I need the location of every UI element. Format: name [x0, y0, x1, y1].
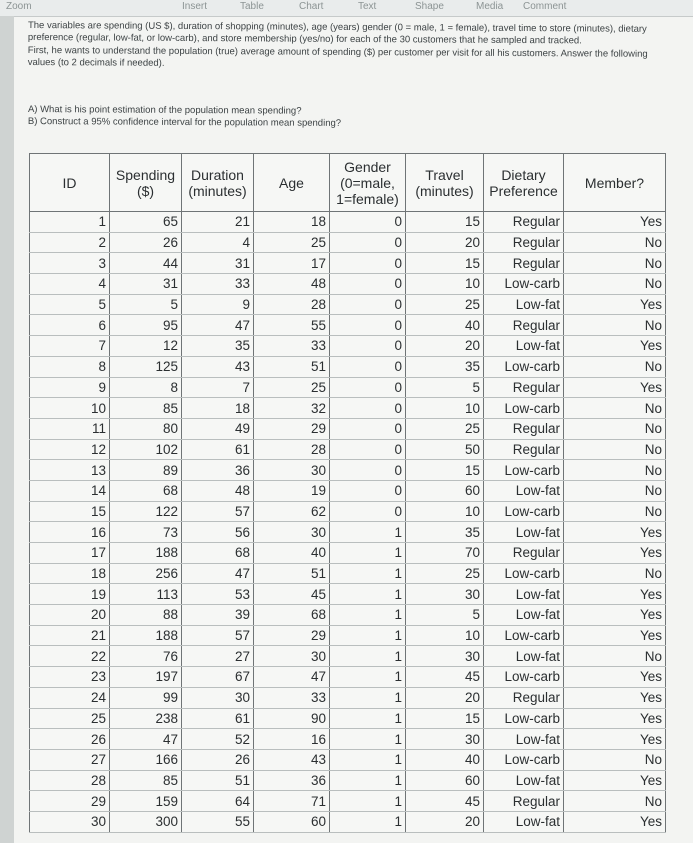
cell-age: 28 — [254, 294, 330, 315]
cell-duration: 51 — [182, 770, 254, 791]
cell-dietary: Low-fat — [484, 729, 564, 750]
cell-id: 5 — [30, 294, 110, 315]
cell-id: 20 — [30, 605, 110, 626]
toolbar-chart[interactable]: Chart — [299, 1, 324, 12]
cell-age: 45 — [254, 584, 330, 605]
table-row — [30, 708, 666, 729]
cell-id: 25 — [30, 708, 110, 729]
cell-travel: 15 — [406, 460, 484, 481]
cell-member: No — [564, 563, 666, 584]
table-row — [30, 729, 666, 750]
cell-travel: 45 — [406, 667, 484, 688]
cell-travel: 35 — [406, 522, 484, 543]
cell-member: No — [564, 749, 666, 770]
cell-member: No — [564, 439, 666, 460]
cell-travel: 70 — [406, 543, 484, 564]
cell-travel: 30 — [406, 729, 484, 750]
cell-travel: 5 — [406, 605, 484, 626]
cell-member: No — [564, 398, 666, 419]
question-b: B) Construct a 95% confidence interval for the population mean spending? — [27, 115, 342, 129]
cell-age: 51 — [254, 563, 330, 584]
cell-id: 2 — [30, 232, 110, 253]
cell-dietary: Regular — [484, 232, 564, 253]
cell-duration: 49 — [182, 418, 254, 439]
cell-age: 62 — [254, 501, 330, 522]
cell-age: 90 — [254, 708, 330, 729]
cell-id: 15 — [30, 501, 110, 522]
cell-travel: 60 — [406, 480, 484, 501]
cell-dietary: Regular — [484, 687, 564, 708]
cell-travel: 15 — [406, 253, 484, 274]
cell-age: 36 — [254, 770, 330, 791]
table-row — [30, 770, 666, 791]
cell-id: 13 — [30, 460, 110, 481]
cell-member: Yes — [564, 294, 666, 315]
cell-age: 60 — [254, 811, 330, 832]
cell-gender: 1 — [330, 729, 406, 750]
cell-id: 16 — [30, 522, 110, 543]
cell-duration: 33 — [182, 274, 254, 295]
cell-duration: 30 — [182, 687, 254, 708]
toolbar-shape[interactable]: Shape — [415, 1, 444, 12]
cell-spending: 8 — [110, 377, 182, 398]
cell-age: 30 — [254, 460, 330, 481]
cell-travel: 10 — [406, 274, 484, 295]
table-row — [30, 522, 666, 543]
table-row — [30, 501, 666, 522]
cell-travel: 20 — [406, 336, 484, 357]
cell-spending: 95 — [110, 315, 182, 336]
cell-gender: 0 — [330, 274, 406, 295]
cell-spending: 122 — [110, 501, 182, 522]
header-dietary: Dietary Preference — [484, 154, 564, 212]
table-row — [30, 232, 666, 253]
cell-age: 51 — [254, 356, 330, 377]
cell-dietary: Low-fat — [484, 294, 564, 315]
cell-duration: 39 — [182, 605, 254, 626]
cell-id: 24 — [30, 687, 110, 708]
cell-gender: 0 — [330, 439, 406, 460]
cell-dietary: Low-fat — [484, 480, 564, 501]
screen-edge — [0, 16, 14, 843]
cell-spending: 188 — [110, 625, 182, 646]
cell-duration: 27 — [182, 646, 254, 667]
questions — [28, 104, 668, 132]
table-row — [30, 253, 666, 274]
cell-travel: 60 — [406, 770, 484, 791]
cell-gender: 1 — [330, 522, 406, 543]
cell-member: No — [564, 480, 666, 501]
cell-age: 43 — [254, 749, 330, 770]
intro-paragraph-variables: The variables are spending (US $), duration of shopping (minutes), age (years) gender (0 = male, 1 = female), travel time to store (minutes), dietary preference (regular, low-fat, or low-carb), and store membership (yes/no) for each of the 30 customers that he sampled and tracked. — [27, 20, 647, 46]
cell-duration: 48 — [182, 480, 254, 501]
cell-member: No — [564, 418, 666, 439]
cell-dietary: Low-fat — [484, 770, 564, 791]
cell-gender: 0 — [330, 398, 406, 419]
cell-id: 1 — [30, 212, 110, 233]
cell-member: Yes — [564, 667, 666, 688]
cell-gender: 0 — [330, 253, 406, 274]
cell-spending: 113 — [110, 584, 182, 605]
cell-dietary: Regular — [484, 418, 564, 439]
table-row — [30, 356, 666, 377]
customer-data-table — [29, 153, 666, 833]
cell-id: 10 — [30, 398, 110, 419]
cell-travel: 25 — [406, 294, 484, 315]
cell-id: 14 — [30, 480, 110, 501]
cell-spending: 159 — [110, 791, 182, 812]
cell-dietary: Regular — [484, 791, 564, 812]
header-travel: Travel (minutes) — [406, 154, 484, 212]
cell-duration: 61 — [182, 708, 254, 729]
cell-id: 18 — [30, 563, 110, 584]
cell-duration: 64 — [182, 791, 254, 812]
cell-gender: 0 — [330, 232, 406, 253]
cell-age: 47 — [254, 667, 330, 688]
cell-age: 32 — [254, 398, 330, 419]
cell-duration: 7 — [182, 377, 254, 398]
header-duration: Duration (minutes) — [182, 154, 254, 212]
cell-gender: 1 — [330, 667, 406, 688]
cell-member: No — [564, 501, 666, 522]
table-row — [30, 480, 666, 501]
cell-dietary: Low-fat — [484, 336, 564, 357]
cell-member: Yes — [564, 522, 666, 543]
cell-spending: 47 — [110, 729, 182, 750]
cell-travel: 25 — [406, 563, 484, 584]
cell-spending: 65 — [110, 212, 182, 233]
question-a: A) What is his point estimation of the population mean spending? — [27, 104, 302, 117]
cell-age: 48 — [254, 274, 330, 295]
cell-id: 22 — [30, 646, 110, 667]
cell-gender: 0 — [330, 356, 406, 377]
table-row — [30, 274, 666, 295]
problem-description — [28, 20, 668, 74]
cell-id: 9 — [30, 377, 110, 398]
cell-gender: 1 — [330, 605, 406, 626]
toolbar-media[interactable]: Media — [476, 1, 504, 12]
cell-duration: 9 — [182, 294, 254, 315]
cell-spending: 88 — [110, 605, 182, 626]
cell-gender: 1 — [330, 625, 406, 646]
cell-id: 23 — [30, 667, 110, 688]
cell-travel: 10 — [406, 398, 484, 419]
cell-gender: 0 — [330, 501, 406, 522]
cell-duration: 21 — [182, 212, 254, 233]
table-row — [30, 563, 666, 584]
cell-gender: 1 — [330, 563, 406, 584]
cell-gender: 0 — [330, 480, 406, 501]
cell-dietary: Low-fat — [484, 522, 564, 543]
cell-gender: 0 — [330, 460, 406, 481]
table-row — [30, 294, 666, 315]
cell-member: Yes — [564, 584, 666, 605]
cell-member: Yes — [564, 625, 666, 646]
cell-spending: 85 — [110, 398, 182, 419]
table-header-row — [30, 154, 666, 212]
cell-member: Yes — [564, 605, 666, 626]
table-row — [30, 336, 666, 357]
cell-travel: 10 — [406, 625, 484, 646]
cell-duration: 36 — [182, 460, 254, 481]
cell-travel: 15 — [406, 708, 484, 729]
cell-member: Yes — [564, 708, 666, 729]
table-row — [30, 377, 666, 398]
cell-age: 30 — [254, 522, 330, 543]
table-row — [30, 439, 666, 460]
cell-age: 16 — [254, 729, 330, 750]
cell-duration: 4 — [182, 232, 254, 253]
intro-paragraph-task: First, he wants to understand the population (true) average amount of spending ($) per customer per visit for all his customers. Answer the following values (to 2 decimals if needed). — [27, 44, 648, 69]
toolbar-zoom[interactable]: Zoom — [6, 1, 32, 12]
header-member: Member? — [564, 154, 666, 212]
cell-travel: 40 — [406, 749, 484, 770]
cell-gender: 0 — [330, 212, 406, 233]
cell-spending: 12 — [110, 336, 182, 357]
cell-duration: 53 — [182, 584, 254, 605]
cell-duration: 31 — [182, 253, 254, 274]
cell-duration: 56 — [182, 522, 254, 543]
cell-gender: 0 — [330, 294, 406, 315]
cell-travel: 20 — [406, 687, 484, 708]
app-toolbar — [0, 0, 693, 17]
cell-travel: 5 — [406, 377, 484, 398]
table-row — [30, 811, 666, 832]
cell-dietary: Low-carb — [484, 274, 564, 295]
cell-gender: 1 — [330, 687, 406, 708]
header-age: Age — [254, 154, 330, 212]
toolbar-comment[interactable]: Comment — [523, 1, 567, 12]
cell-gender: 0 — [330, 315, 406, 336]
cell-travel: 20 — [406, 232, 484, 253]
cell-member: Yes — [564, 687, 666, 708]
cell-id: 29 — [30, 791, 110, 812]
cell-id: 28 — [30, 770, 110, 791]
table-row — [30, 398, 666, 419]
cell-spending: 68 — [110, 480, 182, 501]
cell-age: 29 — [254, 418, 330, 439]
cell-travel: 30 — [406, 584, 484, 605]
cell-member: Yes — [564, 543, 666, 564]
cell-spending: 125 — [110, 356, 182, 377]
cell-duration: 57 — [182, 501, 254, 522]
cell-spending: 188 — [110, 543, 182, 564]
header-gender: Gender (0=male, 1=female) — [330, 154, 406, 212]
cell-gender: 1 — [330, 811, 406, 832]
table-row — [30, 584, 666, 605]
cell-id: 30 — [30, 811, 110, 832]
cell-gender: 1 — [330, 791, 406, 812]
cell-travel: 10 — [406, 501, 484, 522]
cell-age: 18 — [254, 212, 330, 233]
table-row — [30, 212, 666, 233]
cell-travel: 25 — [406, 418, 484, 439]
cell-gender: 1 — [330, 749, 406, 770]
cell-spending: 85 — [110, 770, 182, 791]
table-row — [30, 791, 666, 812]
cell-gender: 1 — [330, 708, 406, 729]
cell-duration: 52 — [182, 729, 254, 750]
cell-dietary: Low-carb — [484, 708, 564, 729]
cell-dietary: Low-carb — [484, 501, 564, 522]
cell-member: Yes — [564, 729, 666, 750]
cell-age: 29 — [254, 625, 330, 646]
cell-dietary: Regular — [484, 315, 564, 336]
cell-id: 21 — [30, 625, 110, 646]
cell-member: No — [564, 232, 666, 253]
cell-duration: 47 — [182, 563, 254, 584]
cell-member: Yes — [564, 336, 666, 357]
cell-spending: 197 — [110, 667, 182, 688]
cell-travel: 50 — [406, 439, 484, 460]
cell-age: 17 — [254, 253, 330, 274]
cell-spending: 73 — [110, 522, 182, 543]
cell-age: 19 — [254, 480, 330, 501]
cell-member: No — [564, 356, 666, 377]
table-row — [30, 543, 666, 564]
cell-gender: 1 — [330, 584, 406, 605]
cell-id: 3 — [30, 253, 110, 274]
cell-spending: 256 — [110, 563, 182, 584]
cell-spending: 102 — [110, 439, 182, 460]
cell-gender: 1 — [330, 543, 406, 564]
cell-travel: 45 — [406, 791, 484, 812]
cell-spending: 99 — [110, 687, 182, 708]
cell-id: 8 — [30, 356, 110, 377]
cell-spending: 31 — [110, 274, 182, 295]
cell-spending: 300 — [110, 811, 182, 832]
cell-dietary: Low-fat — [484, 584, 564, 605]
cell-gender: 0 — [330, 336, 406, 357]
cell-dietary: Low-carb — [484, 625, 564, 646]
cell-spending: 76 — [110, 646, 182, 667]
cell-travel: 20 — [406, 811, 484, 832]
cell-duration: 26 — [182, 749, 254, 770]
cell-member: No — [564, 315, 666, 336]
toolbar-insert[interactable]: Insert — [182, 1, 208, 12]
cell-member: Yes — [564, 811, 666, 832]
table-row — [30, 460, 666, 481]
cell-age: 30 — [254, 646, 330, 667]
cell-dietary: Low-carb — [484, 749, 564, 770]
table-row — [30, 687, 666, 708]
cell-spending: 44 — [110, 253, 182, 274]
cell-travel: 35 — [406, 356, 484, 377]
header-id: ID — [30, 154, 110, 212]
cell-age: 25 — [254, 232, 330, 253]
cell-age: 33 — [254, 336, 330, 357]
cell-dietary: Low-fat — [484, 646, 564, 667]
cell-gender: 1 — [330, 770, 406, 791]
cell-dietary: Low-carb — [484, 356, 564, 377]
table-body — [30, 212, 666, 833]
cell-duration: 47 — [182, 315, 254, 336]
cell-duration: 61 — [182, 439, 254, 460]
cell-duration: 67 — [182, 667, 254, 688]
cell-duration: 57 — [182, 625, 254, 646]
cell-spending: 80 — [110, 418, 182, 439]
cell-duration: 43 — [182, 356, 254, 377]
cell-id: 6 — [30, 315, 110, 336]
cell-spending: 238 — [110, 708, 182, 729]
cell-gender: 1 — [330, 646, 406, 667]
cell-age: 28 — [254, 439, 330, 460]
cell-dietary: Low-fat — [484, 811, 564, 832]
table-row — [30, 646, 666, 667]
cell-duration: 55 — [182, 811, 254, 832]
cell-member: Yes — [564, 377, 666, 398]
table-row — [30, 749, 666, 770]
header-spending: Spending ($) — [110, 154, 182, 212]
toolbar-text[interactable]: Text — [358, 1, 377, 12]
cell-duration: 68 — [182, 543, 254, 564]
cell-id: 19 — [30, 584, 110, 605]
cell-member: No — [564, 646, 666, 667]
cell-dietary: Regular — [484, 212, 564, 233]
table-row — [30, 605, 666, 626]
cell-duration: 35 — [182, 336, 254, 357]
cell-member: No — [564, 253, 666, 274]
cell-member: Yes — [564, 212, 666, 233]
cell-age: 40 — [254, 543, 330, 564]
cell-travel: 40 — [406, 315, 484, 336]
cell-dietary: Regular — [484, 253, 564, 274]
toolbar-table[interactable]: Table — [240, 1, 264, 12]
cell-spending: 89 — [110, 460, 182, 481]
table-row — [30, 418, 666, 439]
cell-member: No — [564, 791, 666, 812]
cell-travel: 30 — [406, 646, 484, 667]
cell-id: 7 — [30, 336, 110, 357]
table-row — [30, 625, 666, 646]
cell-dietary: Regular — [484, 543, 564, 564]
cell-id: 4 — [30, 274, 110, 295]
cell-dietary: Low-carb — [484, 460, 564, 481]
cell-dietary: Low-carb — [484, 398, 564, 419]
cell-travel: 15 — [406, 212, 484, 233]
cell-dietary: Low-fat — [484, 605, 564, 626]
cell-age: 71 — [254, 791, 330, 812]
cell-spending: 166 — [110, 749, 182, 770]
cell-id: 27 — [30, 749, 110, 770]
cell-member: No — [564, 274, 666, 295]
cell-spending: 5 — [110, 294, 182, 315]
cell-gender: 0 — [330, 377, 406, 398]
cell-id: 12 — [30, 439, 110, 460]
cell-dietary: Regular — [484, 439, 564, 460]
cell-dietary: Regular — [484, 377, 564, 398]
cell-gender: 0 — [330, 418, 406, 439]
cell-id: 26 — [30, 729, 110, 750]
cell-dietary: Low-carb — [484, 563, 564, 584]
cell-member: No — [564, 460, 666, 481]
cell-member: Yes — [564, 770, 666, 791]
cell-duration: 18 — [182, 398, 254, 419]
cell-id: 11 — [30, 418, 110, 439]
table-row — [30, 315, 666, 336]
table-row — [30, 667, 666, 688]
cell-age: 55 — [254, 315, 330, 336]
cell-age: 25 — [254, 377, 330, 398]
cell-spending: 26 — [110, 232, 182, 253]
cell-dietary: Low-carb — [484, 667, 564, 688]
cell-age: 33 — [254, 687, 330, 708]
cell-age: 68 — [254, 605, 330, 626]
cell-id: 17 — [30, 543, 110, 564]
